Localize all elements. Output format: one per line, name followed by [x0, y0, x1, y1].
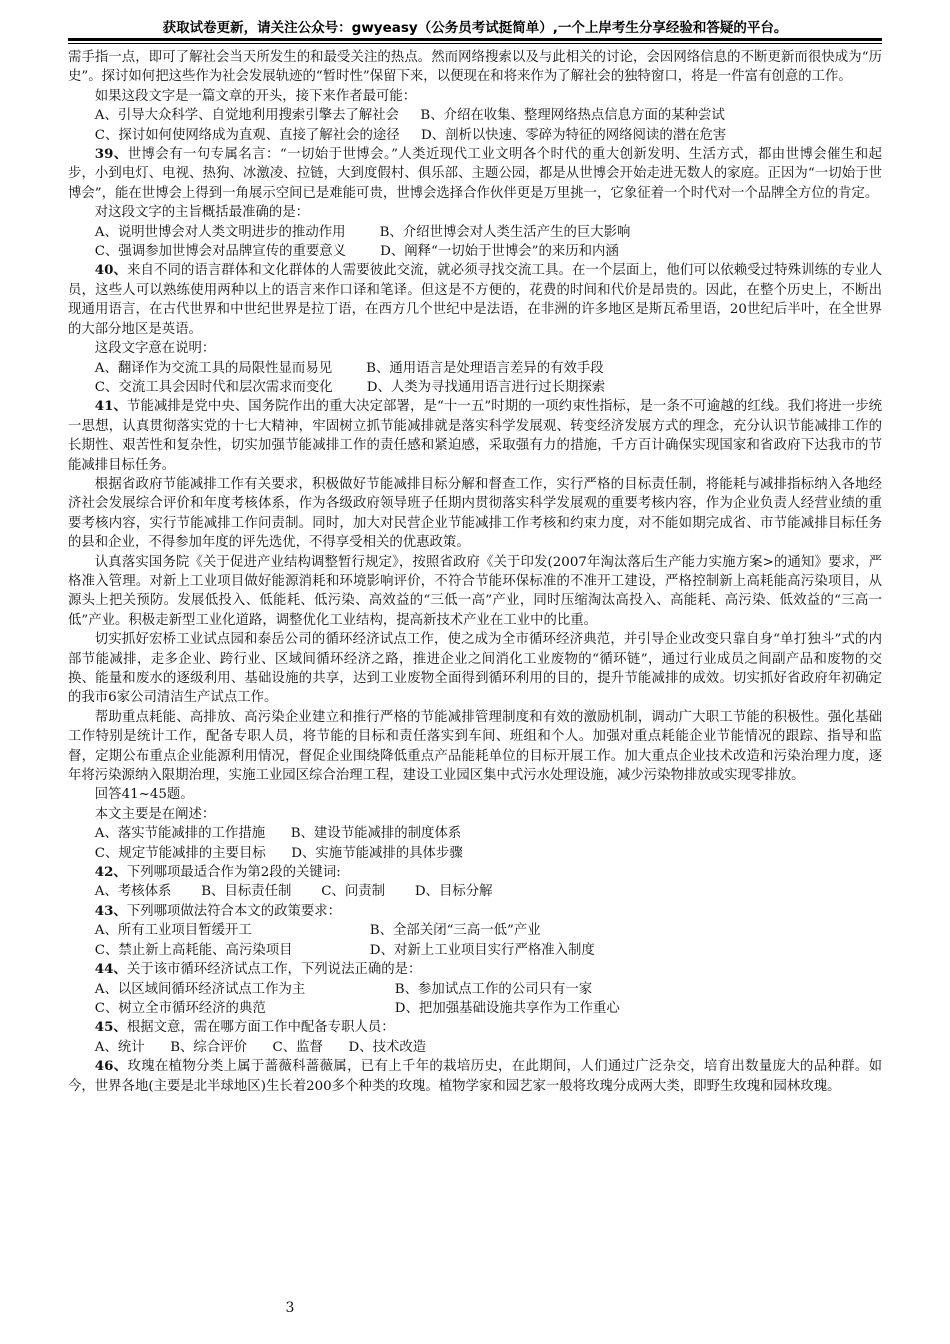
question-number: 45、 [94, 1019, 127, 1036]
question-text: 下列哪项做法符合本文的政策要求： [126, 903, 342, 919]
question-number: 44、 [94, 961, 127, 978]
question-42 [68, 863, 882, 882]
question-44-options-ab [68, 980, 882, 999]
header-rule-thick [68, 38, 882, 41]
option-b: B、建设节能减排的制度体系 [290, 826, 462, 842]
question-43-options-cd [68, 941, 882, 960]
question-text: 关于该市循环经济试点工作，下列说法正确的是： [126, 962, 422, 978]
question-40-options-ab [68, 359, 882, 378]
question-42-options [68, 882, 882, 901]
question-number: 40、 [94, 262, 128, 279]
option-d: D、目标分解 [414, 884, 493, 900]
question-41-options-ab [68, 824, 882, 843]
option-b: B、目标责任制 [201, 884, 292, 900]
option-b: B、全部关闭“三高一低”产业 [369, 923, 541, 939]
answer-range-note: 回答41~45题。 [94, 787, 194, 803]
passage-para3: 认真落实国务院《关于促进产业结构调整暂行规定》，按照省政府《关于印发(2007年淘汰落后生产能力实施方案>的通知》要求，严格准入管理。对新上工业项目做好能源消耗和环境影响评价，不符合节能环保标准的不准开工建设，严格控制新上高耗能高污染项目，从源头上把关预防。发展低投入、低能耗、低污染、高效益的“三低一高”产业，同时压缩淘汰高投入、高能耗、高污染、低效益的“三高一低”产业。积极走新型工业化道路，调整优化工业结构，提高新技术产业在工业中的比重。 [68, 554, 882, 628]
option-b: B、通用语言是处理语言差异的有效手段 [366, 360, 604, 376]
question-40-options-cd [68, 378, 882, 397]
question-44-options-cd [68, 999, 882, 1018]
page-header: 获取试卷更新，请关注公众号：gwyeasy（公务员考试挺简单）,一个上岸考生分享经验和答疑的平台。 [162, 20, 788, 36]
question-number: 39、 [94, 146, 128, 163]
passage-para4: 切实抓好宏桥工业试点园和泰岳公司的循环经济试点工作，使之成为全市循环经济典范，并引导企业改变只靠自身“单打独斗”式的内部节能减排，走多企业、跨行业、区域间循环经济之路，推进企业之间消化工业废物的“循环链”，通过行业成员之间副产品和废物的交换、能量和废水的逐级利用、基础设施的共享，达到工业废物全面得到循环利用的目的，提升节能减排的成效。切实抓好省政府年初确定的我市6家公司清洁生产试点工作。 [68, 632, 882, 706]
option-a: A、引导大众科学、自觉地利用搜索引擎去了解社会 [94, 108, 400, 124]
option-a: A、统计 [94, 1039, 145, 1055]
passage-para2: 根据省政府节能减排工作有关要求，积极做好节能减排目标分解和督查工作，实行严格的目标责任制，将能耗与减排指标纳入各地经济社会发展综合评价和年度考核体系，作为各级政府领导班子任期内贯彻落实科学发展观的重要考核内容，作为企业负责人经营业绩的重要考核内容，实行节能减排工作问责制。同时，加大对民营企业节能减排工作考核和约束力度，对不能如期完成省、市节能减排目标任务的县和企业，不得参加年度的评先选优，不得享受相关的优惠政策。 [68, 476, 882, 551]
option-c: C、强调参加世博会对品牌宣传的重要意义 [94, 244, 347, 260]
question-number: 42、 [94, 864, 127, 881]
question-46-passage [68, 1057, 882, 1096]
question-44 [68, 960, 882, 979]
option-d: D、技术改造 [348, 1039, 427, 1055]
option-c: C、探讨如何使网络成为直观、直接了解社会的途径 [94, 127, 400, 143]
question-43-options-ab [68, 921, 882, 940]
option-c: C、树立全市循环经济的典范 [94, 1000, 266, 1016]
option-c: C、规定节能减排的主要目标 [94, 845, 266, 861]
option-d: D、剖析以快速、零碎为特征的网络阅读的潜在危害 [420, 127, 727, 143]
option-b: B、介绍在收集、整理网络热点信息方面的某种尝试 [420, 108, 725, 124]
option-a: A、以区域间循环经济试点工作为主 [94, 981, 306, 997]
question-38-options-cd [68, 126, 882, 145]
document-body [68, 48, 882, 1096]
header-rule-thin [68, 43, 882, 44]
passage-text: 节能减排是党中央、国务院作出的重大决定部署，是“十一五”时期的一项约束性指标，是一条不可逾越的红线。我们将进一步统一思想，认真贯彻落实党的十七大精神，牢固树立抓节能减排就是落实科学发展观、转变经济发展方式的理念，充分认识节能减排工作的长期性、艰苦性和复杂性，切实加强节能减排工作的责任感和紧迫感，采取强有力的措施，千方百计确保实现国家和省政府下达我市的节能减排目标任务。 [68, 399, 882, 473]
option-a: A、翻译作为交流工具的局限性显而易见 [94, 360, 333, 376]
question-39-options-cd [68, 242, 882, 261]
option-a: A、落实节能减排的工作措施 [94, 826, 266, 842]
question-38-options-ab [68, 106, 882, 125]
question-number: 41、 [94, 398, 127, 415]
question-45-options [68, 1038, 882, 1057]
option-d: D、阐释“一切始于世博会”的来历和内涵 [380, 244, 619, 260]
question-39-passage [68, 145, 882, 203]
option-d: D、把加强基础设施共享作为工作重心 [394, 1000, 620, 1016]
passage-38-continuation: 需手指一点，即可了解社会当天所发生的和最受关注的热点。然而网络搜索以及与此相关的讨论，会因网络信息的不断更新而很快成为“历史”。探讨如何把这些作为社会发展轨迹的“暂时性”保留下来，以便现在和将来作为了解社会的独特窗口，将是一件富有创意的工作。 [68, 50, 882, 85]
option-a: A、所有工业项目暂缓开工 [94, 923, 252, 939]
question-text: 下列哪项最适合作为第2段的关键词: [126, 865, 341, 881]
question-41-passage-para1 [68, 397, 882, 475]
passage-text: 世博会有一句专属名言：“一切始于世博会。”人类近现代工业文明各个时代的重大创新发明、生活方式，都由世博会催生和起步，小到电灯、电视、热狗、冰激凌、拉链，大到度假村、俱乐部、主题公园，都是从世博会开始走进无数人的家庭。正因为“一切始于世博会”，能在世博会上得到一角展示空间已是难能可贵，世博会选择合作伙伴更是万里挑一，它象征着一个时代对一个品牌全方位的肯定。 [68, 147, 882, 201]
question-38-stem: 如果这段文字是一篇文章的开头，接下来作者最可能： [94, 88, 417, 104]
question-43 [68, 902, 882, 921]
question-40-passage [68, 261, 882, 339]
option-b: B、综合评价 [170, 1039, 247, 1055]
question-number: 46、 [94, 1058, 128, 1075]
option-d: D、人类为寻找通用语言进行过长期探索 [366, 379, 606, 395]
option-c: C、交流工具会因时代和层次需求而变化 [94, 379, 333, 395]
passage-text: 来自不同的语言群体和文化群体的人需要彼此交流，就必须寻找交流工具。在一个层面上，他们可以依赖受过特殊训练的专业人员，这些人可以熟练使用两种以上的语言来作口译和笔译。但这是不方便的，花费的时间和代价是昂贵的。因此，在整个历史上，不断出现通用语言，在古代世界和中世纪世界是拉丁语，在西方几个世纪中是法语，在非洲的许多地区是斯瓦希里语，20世纪后半叶，在全世界的大部分地区是英语。 [68, 263, 882, 337]
page-number: 3 [285, 1300, 295, 1316]
question-number: 43、 [94, 902, 127, 919]
question-39-options-ab [68, 223, 882, 242]
question-41-stem: 本文主要是在阐述： [94, 806, 216, 822]
option-d: D、实施节能减排的具体步骤 [291, 845, 463, 861]
option-d: D、对新上工业项目实行严格准入制度 [369, 942, 595, 958]
question-39-stem: 对这段文字的主旨概括最准确的是： [94, 205, 310, 221]
option-a: A、考核体系 [94, 884, 172, 900]
passage-text: 玫瑰在植物分类上属于蔷薇科蔷薇属，已有上千年的栽培历史，在此期间，人们通过广泛杂交，培育出数量庞大的品种群。如今，世界各地(主要是北半球地区)生长着200多个种类的玫瑰。植物学家和园艺家一般将玫瑰分成两大类，即野生玫瑰和园林玫瑰。 [68, 1059, 883, 1094]
question-45 [68, 1018, 882, 1037]
option-c: C、禁止新上高耗能、高污染项目 [94, 942, 293, 958]
question-41-options-cd [68, 844, 882, 863]
option-a: A、说明世博会对人类文明进步的推动作用 [94, 224, 346, 240]
option-b: B、参加试点工作的公司只有一家 [394, 981, 593, 997]
option-c: C、监督 [272, 1039, 323, 1055]
option-c: C、问责制 [321, 884, 386, 900]
passage-para5: 帮助重点耗能、高排放、高污染企业建立和推行严格的节能减排管理制度和有效的激励机制，调动广大职工节能的积极性。强化基础工作特别是统计工作，配备专职人员，将节能的目标和责任落实到车间、班组和个人。加强对重点耗能企业节能情况的跟踪、指导和监督，定期公布重点企业能源利用情况，督促企业围绕降低重点产品能耗单位的目标开展工作。加大重点企业技术改造和污染治理力度，逐年将污染源纳入限期治理，实施工业园区综合治理工程，建设工业园区集中式污水处理设施，减少污染物排放或实现零排放。 [68, 709, 882, 784]
question-40-stem: 这段文字意在说明： [94, 341, 216, 357]
question-text: 根据文意，需在哪方面工作中配备专职人员： [126, 1020, 395, 1036]
option-b: B、介绍世博会对人类生活产生的巨大影响 [379, 224, 631, 240]
